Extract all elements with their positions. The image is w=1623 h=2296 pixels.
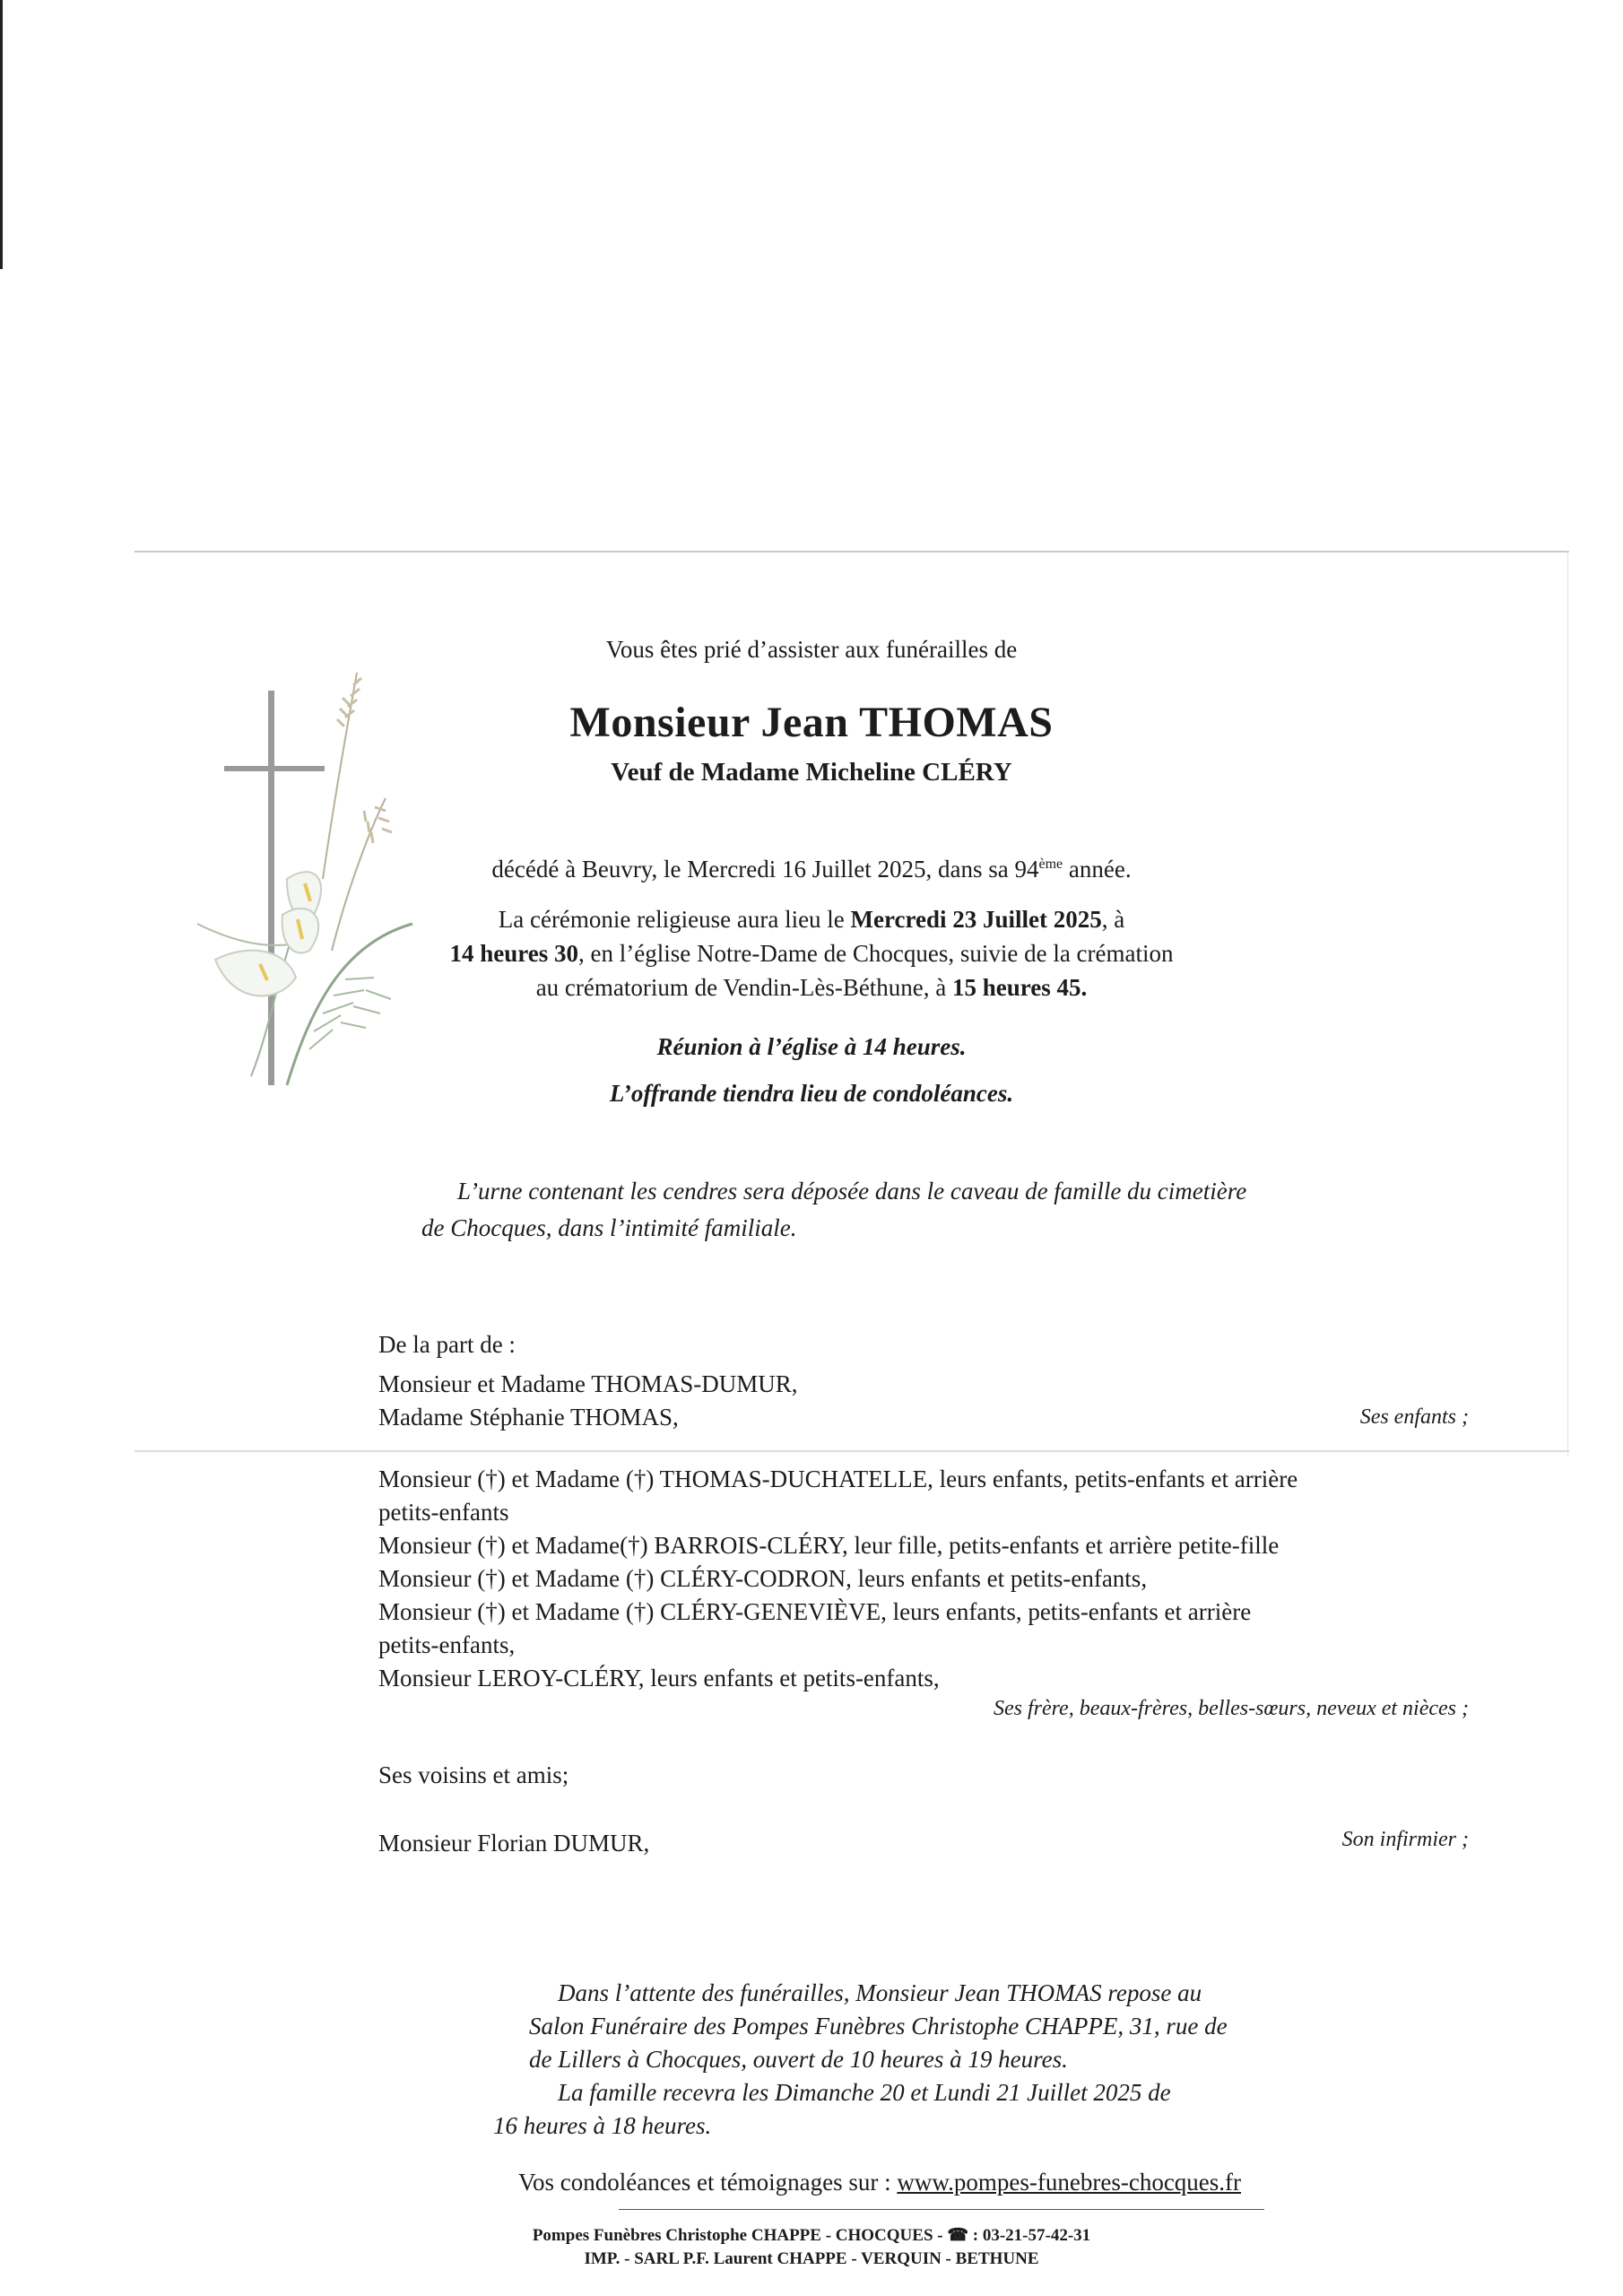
offering-line: L’offrande tiendra lieu de condoléances.: [609, 1080, 1014, 1107]
nurse-line: Monsieur Florian DUMUR,: [378, 1830, 650, 1857]
children-role: Ses enfants ;: [1359, 1405, 1469, 1429]
ceremony-date: Mercredi 23 Juillet 2025: [850, 906, 1102, 933]
footer-line-1: [0, 2224, 1623, 2247]
footer-line-2: IMP. - SARL P.F. Laurent CHAPPE - VERQUIN - BETHUNE: [584, 2249, 1039, 2268]
spouse-line: Veuf de Madame Micheline CLÉRY: [611, 758, 1012, 787]
sibling-line: petits-enfants: [378, 1499, 509, 1526]
viewing-line: Salon Funéraire des Pompes Funèbres Christophe CHAPPE, 31, rue de: [529, 2013, 1228, 2039]
viewing-line: 16 heures à 18 heures.: [493, 2112, 712, 2139]
scan-edge: [0, 0, 3, 269]
bottom-fold-rule: [135, 1450, 1569, 1452]
invitation-line: Vous êtes prié d’assister aux funérailles de: [605, 636, 1018, 663]
condolences-label: Vos condoléances et témoignages sur :: [518, 2169, 898, 2196]
ceremony-text: La cérémonie religieuse aura lieu le: [498, 906, 851, 933]
footer-company: Pompes Funèbres Christophe CHAPPE - CHOCQUES -: [532, 2226, 948, 2245]
reunion-line: Réunion à l’église à 14 heures.: [656, 1033, 967, 1060]
death-line-main: décédé à Beuvry, le Mercredi 16 Juillet 2025, dans sa 94: [491, 856, 1039, 883]
viewing-line: La famille recevra les Dimanche 20 et Lundi 21 Juillet 2025 de: [558, 2079, 1171, 2106]
viewing-line: de Lillers à Chocques, ouvert de 10 heures à 19 heures.: [529, 2046, 1068, 2073]
sibling-line: Monsieur (†) et Madame (†) THOMAS-DUCHATELLE, leurs enfants, petits-enfants et arrière: [378, 1465, 1298, 1492]
child-line: Monsieur et Madame THOMAS-DUMUR,: [378, 1370, 798, 1397]
ceremony-line-1: [0, 902, 1623, 936]
viewing-line: Dans l’attente des funérailles, Monsieur Jean THOMAS repose au: [558, 1979, 1202, 2006]
death-line-end: année.: [1063, 856, 1132, 883]
sibling-line: Monsieur (†) et Madame (†) CLÉRY-CODRON, leurs enfants et petits-enfants,: [378, 1565, 1148, 1592]
top-fold-rule: [135, 551, 1569, 552]
telephone-icon: ☎: [947, 2226, 969, 2245]
footer-phone: : 03-21-57-42-31: [968, 2226, 1091, 2245]
website-link[interactable]: www.pompes-funebres-chocques.fr: [897, 2169, 1242, 2196]
siblings-role: Ses frère, beaux-frères, belles-sœurs, neveux et nièces ;: [993, 1697, 1469, 1720]
sibling-line: Monsieur (†) et Madame(†) BARROIS-CLÉRY, leur fille, petits-enfants et arrière petite-fille: [378, 1532, 1280, 1559]
sibling-line: petits-enfants,: [378, 1631, 516, 1658]
ceremony-line-2: [0, 936, 1623, 970]
child-line: Madame Stéphanie THOMAS,: [378, 1404, 679, 1431]
footer-rule: [619, 2209, 1264, 2210]
death-line: [0, 848, 1623, 886]
neighbors-line: Ses voisins et amis;: [378, 1761, 569, 1788]
ceremony-text: , en l’église Notre-Dame de Chocques, suivie de la crémation: [577, 940, 1174, 967]
urn-line-2: de Chocques, dans l’intimité familiale.: [421, 1214, 797, 1241]
ceremony-text: au crématorium de Vendin-Lès-Béthune, à: [535, 974, 953, 1001]
condolences-line: [518, 2165, 1241, 2199]
from-label: De la part de :: [378, 1331, 516, 1358]
sibling-line: Monsieur (†) et Madame (†) CLÉRY-GENEVIÈVE, leurs enfants, petits-enfants et arrière: [378, 1598, 1252, 1625]
cremation-time: 15 heures 45.: [952, 974, 1088, 1001]
urn-line-1: L’urne contenant les cendres sera déposée dans le caveau de famille du cimetière: [457, 1178, 1247, 1205]
ceremony-time: 14 heures 30: [449, 940, 578, 967]
ordinal-suffix: ème: [1038, 857, 1063, 872]
nurse-role: Son infirmier ;: [1341, 1828, 1469, 1851]
deceased-name: Monsieur Jean THOMAS: [569, 699, 1054, 746]
sibling-line: Monsieur LEROY-CLÉRY, leurs enfants et petits-enfants,: [378, 1665, 940, 1692]
ceremony-text: , à: [1101, 906, 1125, 933]
ceremony-line-3: [0, 970, 1623, 1004]
